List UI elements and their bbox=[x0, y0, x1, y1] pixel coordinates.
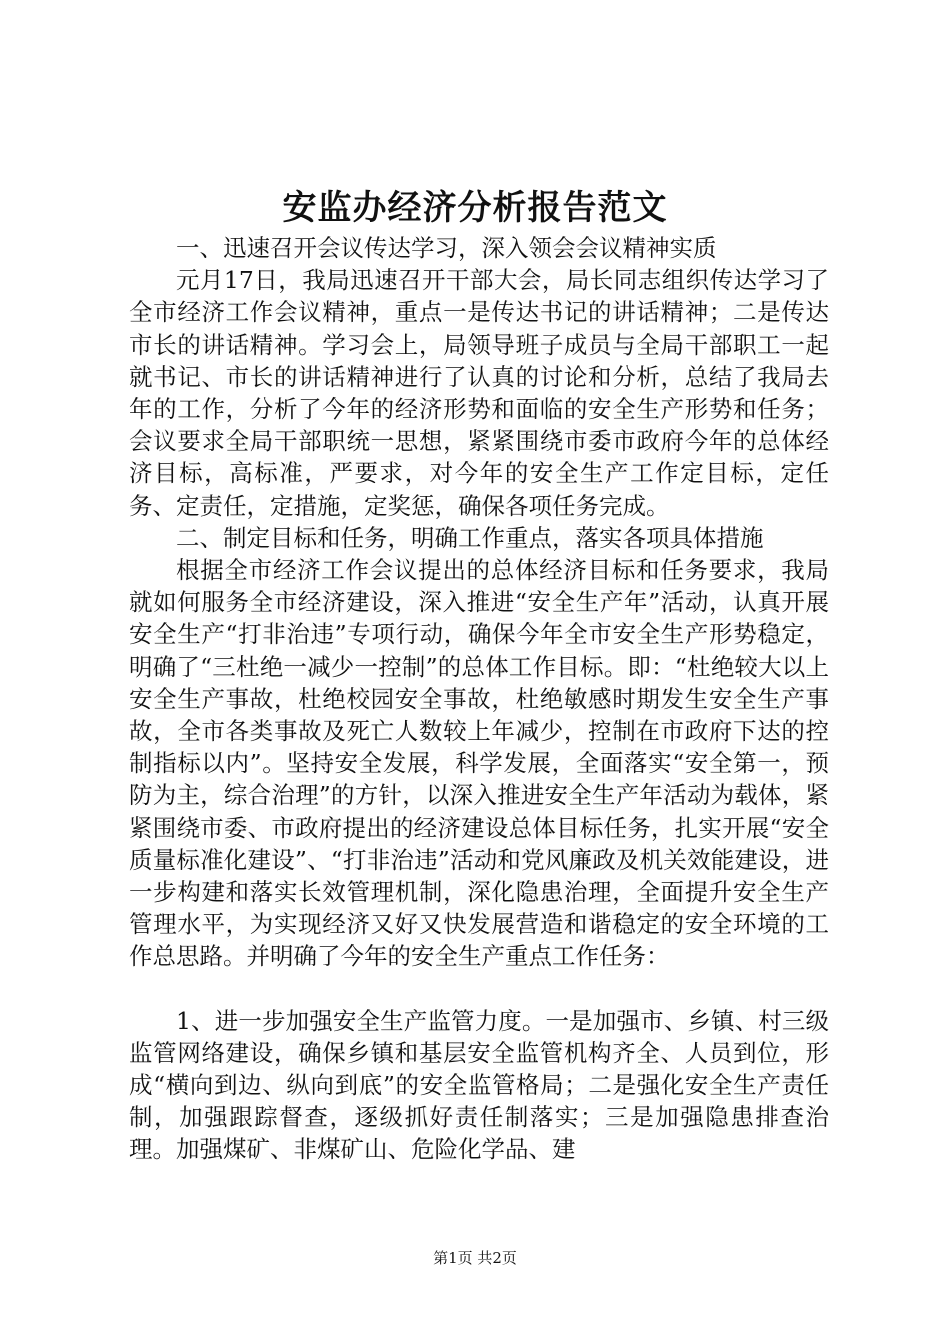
document-title: 安监办经济分析报告范文 bbox=[282, 188, 668, 228]
document-body bbox=[129, 232, 829, 1166]
paragraph-meeting: 元月17日，我局迅速召开干部大会，局长同志组织传达学习了全市经济工作会议精神，重点一是传达书记的讲话精神；二是传达市长的讲话精神。学习会上，局领导班子成员与全局干部职工一起就书记、市长的讲话精神进行了认真的讨论和分析，总结了我局去年的工作，分析了今年的经济形势和面临的安全生产形势和任务；会议要求全局干部职统一思想，紧紧围绕市委市政府今年的总体经济目标，高标准，严要求，对今年的安全生产工作定目标，定任务、定责任，定措施，定奖惩，确保各项任务完成。 bbox=[129, 266, 829, 520]
section-heading-2: 二、制定目标和任务，明确工作重点，落实各项具体措施 bbox=[176, 523, 764, 552]
paragraph-goals: 根据全市经济工作会议提出的总体经济目标和任务要求，我局就如何服务全市经济建设，深入推进“安全生产年”活动，认真开展安全生产“打非治违”专项行动，确保今年全市安全生产形势稳定，明确了“三杜绝一减少一控制”的总体工作目标。即：“杜绝较大以上安全生产事故，杜绝校园安全事故，杜绝敏感时期发生安全生产事故，全市各类事故及死亡人数较上年减少，控制在市政府下达的控制指标以内”。坚持安全发展，科学发展，全面落实“安全第一，预防为主，综合治理”的方针，以深入推进安全生产年活动为载体，紧紧围绕市委、市政府提出的经济建设总体目标任务，扎实开展“安全质量标准化建设”、“打非治违”活动和党风廉政及机关效能建设，进一步构建和落实长效管理机制，深化隐患治理，全面提升安全生产管理水平，为实现经济又好又快发展营造和谐稳定的安全环境的工作总思路。并明确了今年的安全生产重点工作任务： bbox=[129, 556, 829, 971]
page-footer: 第1页 共2页 bbox=[433, 1249, 517, 1267]
paragraph-task-1: 1、进一步加强安全生产监管力度。一是加强市、乡镇、村三级监管网络建设，确保乡镇和基层安全监管机构齐全、人员到位，形成“横向到边、纵向到底”的安全监管格局；二是强化安全生产责任制，加强跟踪督查，逐级抓好责任制落实；三是加强隐患排查治理。加强煤矿、非煤矿山、危险化学品、建 bbox=[129, 1006, 829, 1164]
section-heading-1: 一、迅速召开会议传达学习，深入领会会议精神实质 bbox=[176, 234, 717, 262]
